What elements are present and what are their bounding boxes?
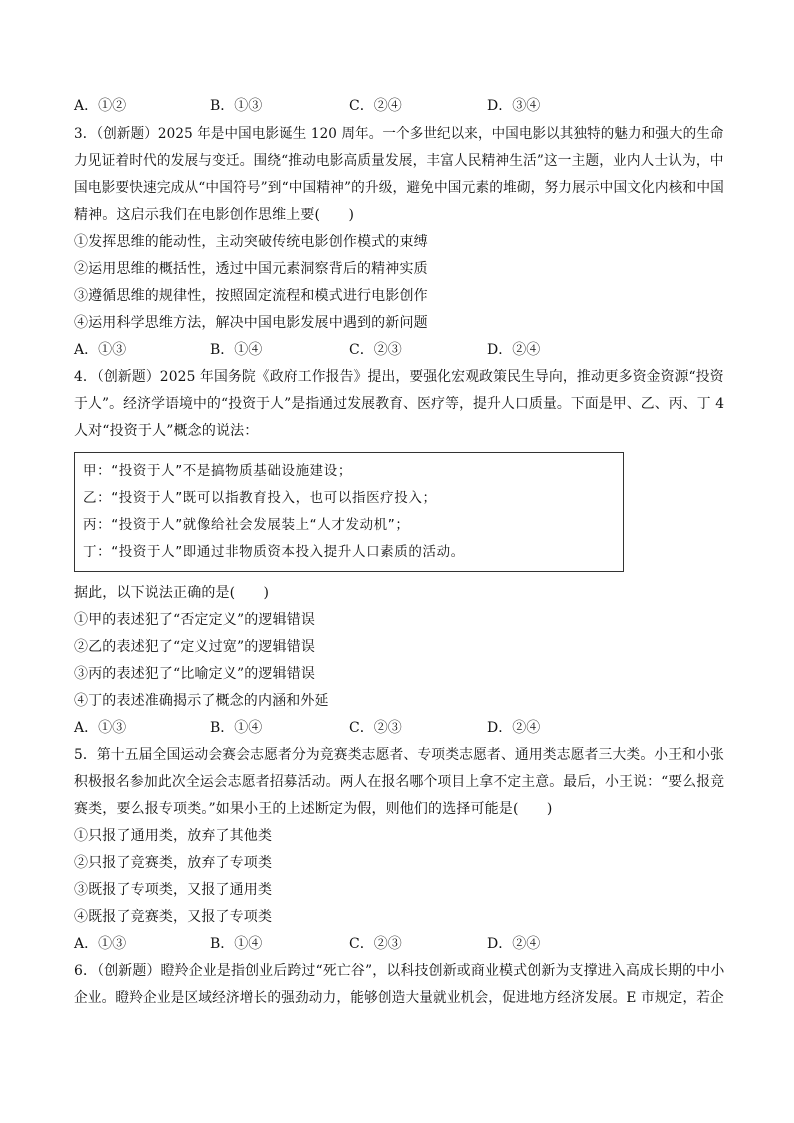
q3-stem-line-2: 力见证着时代的发展与变迁。围绕“推动电影高质量发展，丰富人民精神生活”这一主题，业内人士认为，中 bbox=[74, 153, 724, 169]
q4-stem-line-3: 人对“投资于人”概念的说法： bbox=[74, 423, 259, 439]
q4-box-line-ding: 丁：“投资于人”即通过非物质资本投入提升人口素质的活动。 bbox=[83, 544, 465, 560]
q4-stem-line-2: 于人”。经济学语境中的“投资于人”是指通过发展教育、医疗等，提升人口质量。下面是甲、乙、丙、丁 4 bbox=[74, 396, 725, 412]
q5-options bbox=[74, 934, 634, 954]
q6-stem-line-1: 6．（创新题）瞪羚企业是指创业后跨过“死亡谷”，以科技创新或商业模式创新为支撑进入高成长期的中小 bbox=[74, 963, 725, 979]
q5-stem-line-2: 积极报名参加此次全运会志愿者招募活动。两人在报名哪个项目上拿不定主意。最后，小王说：“要么报竞 bbox=[74, 774, 725, 790]
q4-box-line-bing: 丙：“投资于人”就像给社会发展装上“人才发动机”； bbox=[83, 517, 410, 533]
q5-statement-1: ①只报了通用类，放弃了其他类 bbox=[74, 828, 273, 844]
q3-option-b[interactable]: B．①④ bbox=[210, 342, 263, 358]
q5-statement-3: ③既报了专项类，又报了通用类 bbox=[74, 882, 273, 898]
q5-option-a[interactable]: A．①③ bbox=[74, 936, 127, 952]
q3-statement-1: ①发挥思维的能动性，主动突破传统电影创作模式的束缚 bbox=[74, 234, 428, 250]
q4-statement-3: ③丙的表述犯了“比喻定义”的逻辑错误 bbox=[74, 666, 316, 682]
q3-option-a[interactable]: A．①③ bbox=[74, 342, 127, 358]
q2-option-b[interactable]: B．①③ bbox=[210, 98, 263, 114]
q4-quote-box bbox=[74, 452, 624, 572]
q3-option-c[interactable]: C．②③ bbox=[349, 342, 402, 358]
q3-stem-line-4: 精神。这启示我们在电影创作思维上要( ) bbox=[74, 207, 355, 223]
q5-option-d[interactable]: D．②④ bbox=[487, 936, 541, 952]
q4-option-b[interactable]: B．①④ bbox=[210, 720, 263, 736]
q3-statement-4: ④运用科学思维方法，解决中国电影发展中遇到的新问题 bbox=[74, 315, 428, 331]
q5-option-b[interactable]: B．①④ bbox=[210, 936, 263, 952]
q4-option-c[interactable]: C．②③ bbox=[349, 720, 402, 736]
q2-option-a[interactable]: A．①② bbox=[74, 98, 127, 114]
q3-statement-3: ③遵循思维的规律性，按照固定流程和模式进行电影创作 bbox=[74, 288, 428, 304]
q2-option-d[interactable]: D．③④ bbox=[487, 98, 541, 114]
q4-stem-line-1: 4．（创新题）2025 年国务院《政府工作报告》提出，要强化宏观政策民生导向，推动更多资金资源“投资 bbox=[74, 369, 724, 385]
q4-box-line-jia: 甲：“投资于人”不是搞物质基础设施建设； bbox=[83, 463, 352, 479]
q4-statement-1: ①甲的表述犯了“否定定义”的逻辑错误 bbox=[74, 612, 316, 628]
q4-statement-2: ②乙的表述犯了“定义过宽”的逻辑错误 bbox=[74, 639, 316, 655]
q4-options bbox=[74, 718, 634, 738]
q5-statement-2: ②只报了竞赛类，放弃了专项类 bbox=[74, 855, 273, 871]
q4-statement-4: ④丁的表述准确揭示了概念的内涵和外延 bbox=[74, 693, 329, 709]
q4-question: 据此，以下说法正确的是( ) bbox=[74, 585, 270, 601]
q6-stem-line-2: 企业。瞪羚企业是区域经济增长的强劲动力，能够创造大量就业机会，促进地方经济发展。E 市规定，若企 bbox=[74, 990, 724, 1006]
q5-stem-line-3: 赛类，要么报专项类。”如果小王的上述断定为假，则他们的选择可能是( ) bbox=[74, 801, 553, 817]
q5-stem-line-1: 5．第十五届全国运动会赛会志愿者分为竞赛类志愿者、专项类志愿者、通用类志愿者三大类。小王和小张 bbox=[74, 747, 724, 763]
q2-options bbox=[74, 96, 634, 116]
q4-option-d[interactable]: D．②④ bbox=[487, 720, 541, 736]
q4-option-a[interactable]: A．①③ bbox=[74, 720, 127, 736]
q2-option-c[interactable]: C．②④ bbox=[349, 98, 402, 114]
q3-option-d[interactable]: D．②④ bbox=[487, 342, 541, 358]
q3-stem-line-3: 国电影要快速完成从“中国符号”到“中国精神”的升级，避免中国元素的堆砌，努力展示中国文化内核和中国 bbox=[74, 180, 724, 196]
q4-box-line-yi: 乙：“投资于人”既可以指教育投入，也可以指医疗投入； bbox=[83, 490, 437, 506]
q3-statement-2: ②运用思维的概括性，透过中国元素洞察背后的精神实质 bbox=[74, 261, 428, 277]
q5-option-c[interactable]: C．②③ bbox=[349, 936, 402, 952]
q3-options bbox=[74, 340, 634, 360]
q3-stem-line-1: 3．（创新题）2025 年是中国电影诞生 120 周年。一个多世纪以来，中国电影以其独特的魅力和强大的生命 bbox=[74, 126, 724, 142]
q5-statement-4: ④既报了竞赛类，又报了专项类 bbox=[74, 909, 273, 925]
